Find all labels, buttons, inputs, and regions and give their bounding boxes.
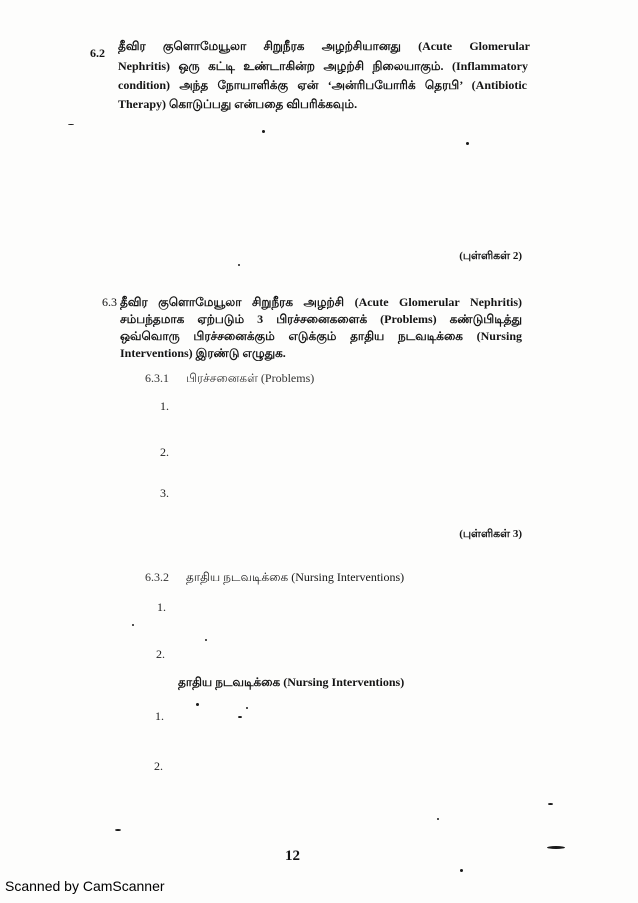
question-text-line: Nephritis) ஒரு கட்டி உண்டாகின்ற அழற்சி நிலையாகும். (Inflammatory xyxy=(118,59,528,73)
answer-item-number: 3. xyxy=(160,486,169,500)
heading-title: தாதிய நடவடிக்கை (Nursing Interventions) xyxy=(178,675,405,689)
scan-speck xyxy=(205,639,207,641)
scan-speck xyxy=(547,846,565,849)
question-text-line: தீவிர குளொமேயூலா சிறுநீரக அழற்சியானது (Acute Glomerular xyxy=(118,39,530,53)
question-text-line: சம்பந்தமாக ஏற்படும் 3 பிரச்சனைகளைக் (Problems) கண்டுபிடித்து xyxy=(120,312,522,326)
scan-speck xyxy=(196,703,199,706)
answer-item-number: 2. xyxy=(160,445,169,459)
scan-speck xyxy=(132,624,134,626)
question-text-line: Interventions) இரண்டு எழுதுக. xyxy=(120,346,286,360)
scanner-watermark: Scanned by CamScanner xyxy=(5,878,165,894)
subquestion-title: பிரச்சனைகள் (Problems) xyxy=(186,371,315,385)
scan-speck xyxy=(238,716,242,718)
marks-label: (புள்ளிகள் 2) xyxy=(459,250,522,262)
scan-speck xyxy=(238,264,240,266)
question-text-line: condition) அந்த நோயாளிக்கு ஏன் ‘அன்ரிபயோரிக் தெரபி’ (Antibiotic xyxy=(118,78,527,92)
scan-speck xyxy=(115,829,121,831)
question-text-line: தீவிர குளொமேயூலா சிறுநீரக அழற்சி (Acute Glomerular Nephritis) xyxy=(120,295,522,309)
answer-item-number: 2. xyxy=(156,647,165,661)
question-number: 6.3 xyxy=(102,295,117,309)
scan-speck xyxy=(548,803,553,805)
scan-speck xyxy=(460,869,463,872)
subquestion-6-3-1-heading xyxy=(145,370,314,386)
question-number: 6.2 xyxy=(90,46,105,60)
answer-item-number: 1. xyxy=(160,399,169,413)
subquestion-title: தாதிய நடவடிக்கை (Nursing Interventions) xyxy=(186,570,405,584)
scan-speck xyxy=(262,130,265,133)
marks-label: (புள்ளிகள் 3) xyxy=(459,528,522,540)
subquestion-number: 6.3.1 xyxy=(145,371,169,385)
nursing-interventions-heading xyxy=(178,674,404,690)
answer-item-number: 1. xyxy=(155,709,164,723)
page-number: 12 xyxy=(285,848,300,864)
question-text-line: ஒவ்வொரு பிரச்சனைக்கும் எடுக்கும் தாதிய நடவடிக்கை (Nursing xyxy=(120,329,522,343)
scan-speck xyxy=(437,818,439,820)
subquestion-6-3-2-heading xyxy=(145,569,404,585)
subquestion-number: 6.3.2 xyxy=(145,570,169,584)
answer-item-number: 2. xyxy=(154,759,163,773)
answer-item-number: 1. xyxy=(157,600,166,614)
scan-speck xyxy=(246,707,248,709)
scan-speck xyxy=(466,142,469,145)
question-text-line: Therapy) கொடுப்பது என்பதை விபரிக்கவும். xyxy=(118,97,358,111)
scan-speck xyxy=(68,124,74,125)
